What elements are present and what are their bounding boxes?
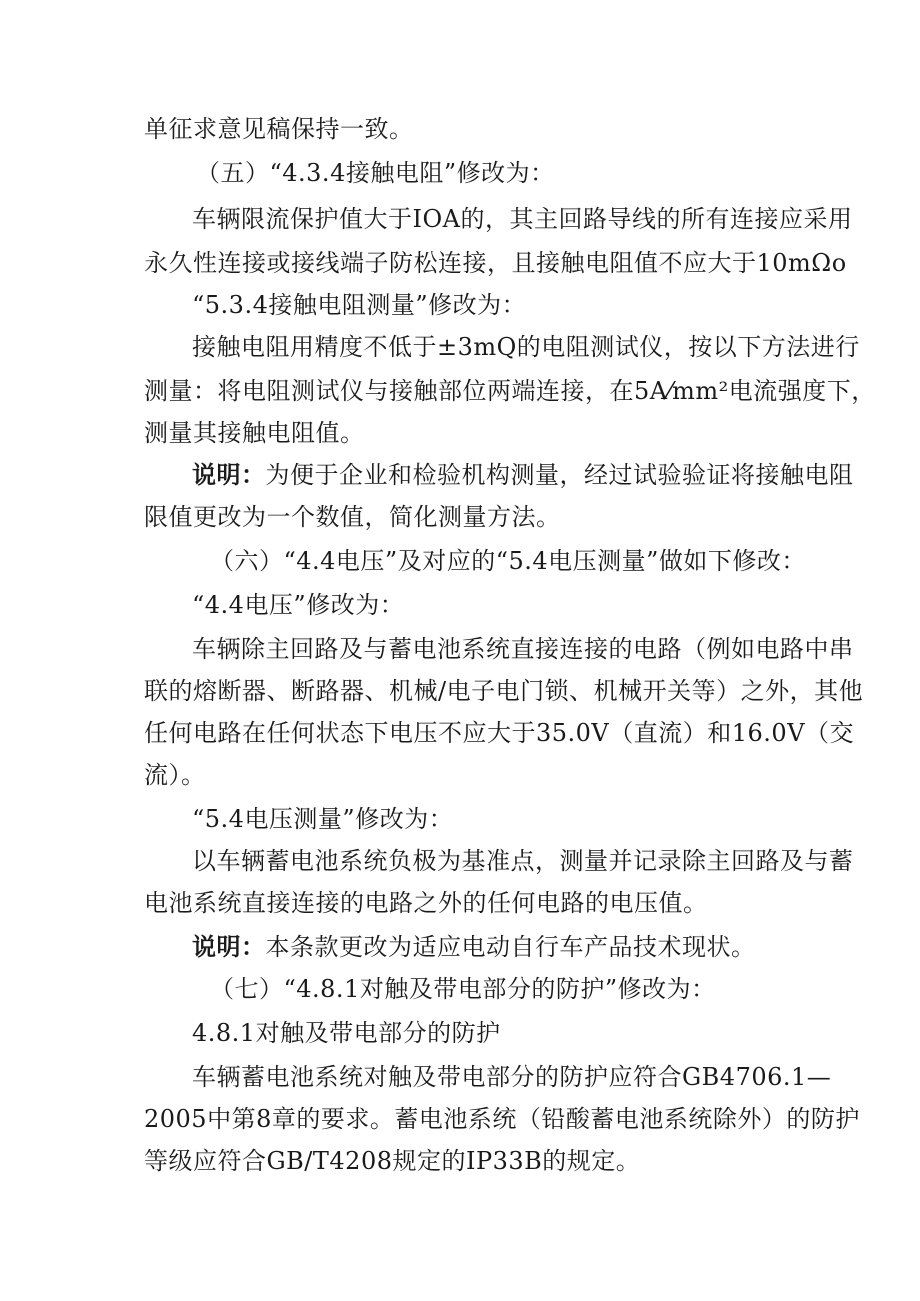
text-line: 测量其接触电阻值。: [144, 419, 365, 447]
subheading: “5.4电压测量”修改为：: [192, 805, 454, 833]
note-paragraph: [192, 932, 756, 962]
note-text: 本条款更改为适应电动自行车产品技术现状。: [265, 933, 756, 961]
subheading: “4.4电压”修改为：: [192, 591, 405, 619]
text-line: 电池系统直接连接的电路之外的任何电路的电压值。: [144, 889, 708, 917]
section-heading: （五）“4.3.4接触电阻”修改为：: [196, 159, 555, 187]
text-line: 2005中第8章的要求。蓄电池系统（铅酸蓄电池系统除外）的防护: [144, 1105, 860, 1133]
text-line: 车辆限流保护值大于IOA的，其主回路导线的所有连接应采用: [192, 205, 853, 233]
text-line: 接触电阻用精度不低于±3mQ的电阻测试仪，按以下方法进行: [192, 333, 860, 361]
text-line: 以车辆蓄电池系统负极为基准点，测量并记录除主回路及与蓄: [192, 847, 854, 875]
note-paragraph: [192, 460, 854, 490]
note-label: 说明：: [192, 933, 266, 961]
text-line: 单征求意见稿保持一致。: [144, 115, 414, 143]
subheading: 4.8.1对触及带电部分的防护: [192, 1019, 501, 1047]
text-line: 限值更改为一个数值，简化测量方法。: [144, 503, 561, 531]
text-line: 等级应符合GB/T4208规定的IP33B的规定。: [144, 1147, 641, 1175]
text-line: 联的熔断器、断路器、机械/电子电门锁、机械开关等）之外，其他: [144, 677, 864, 705]
text-line: 流）。: [144, 761, 206, 789]
text-line: 车辆除主回路及与蓄电池系统直接连接的电路（例如电路中串: [192, 635, 854, 663]
section-heading: （七）“4.8.1对触及带电部分的防护”修改为：: [210, 975, 716, 1003]
subheading: “5.3.4接触电阻测量”修改为：: [192, 291, 527, 319]
text-line: 车辆蓄电池系统对触及带电部分的防护应符合GB4706.1—: [192, 1063, 832, 1091]
text-line: 测量：将电阻测试仪与接触部位两端连接，在5A⁄mm²电流强度下，: [144, 377, 876, 405]
note-label: 说明：: [192, 461, 266, 489]
section-heading: （六）“4.4电压”及对应的“5.4电压测量”做如下修改：: [210, 547, 806, 575]
text-line: 任何电路在任何状态下电压不应大于35.0V（直流）和16.0V（交: [144, 719, 855, 747]
text-line: 永久性连接或接线端子防松连接，且接触电阻值不应大于10mΩo: [144, 249, 847, 277]
note-text: 为便于企业和检验机构测量，经过试验验证将接触电阻: [265, 461, 854, 489]
